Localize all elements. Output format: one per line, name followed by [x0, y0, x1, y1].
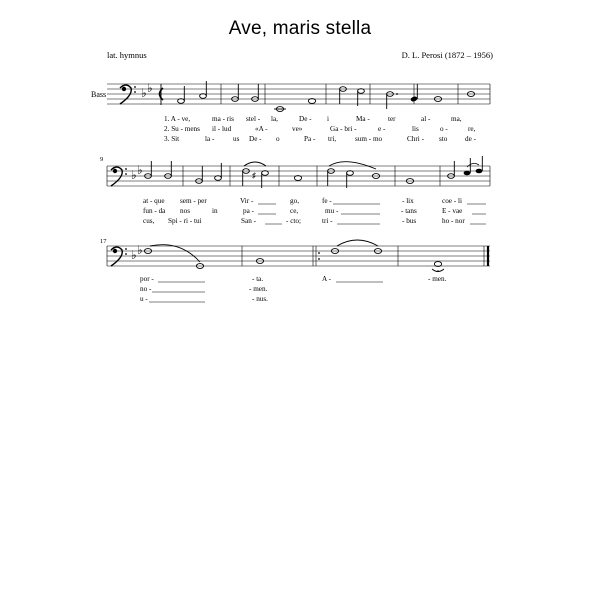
flat-sign-icon: ♭ [147, 81, 153, 95]
svg-text:go,: go, [290, 197, 299, 205]
svg-text:Ga - bri -: Ga - bri - [330, 125, 357, 133]
svg-text:sto: sto [439, 135, 448, 143]
half-note [358, 89, 365, 94]
staff-system-1 [107, 84, 490, 104]
half-note [200, 94, 207, 99]
svg-text:- nus.: - nus. [252, 295, 268, 303]
staff-system-3 [107, 246, 490, 266]
svg-text:pa -: pa - [243, 207, 254, 215]
svg-text:- men.: - men. [249, 285, 268, 293]
flat-sign-icon: ♭ [137, 243, 143, 257]
svg-text:stel -: stel - [246, 115, 261, 123]
bass-clef-icon [111, 247, 127, 266]
sharp-sign-icon: ♯ [252, 171, 256, 180]
flat-sign-icon: ♭ [137, 163, 143, 177]
svg-text:Chri -: Chri - [407, 135, 424, 143]
genre-label: lat. hymnus [107, 50, 147, 60]
svg-text:- lix: - lix [402, 197, 414, 205]
svg-text:ma - ris: ma - ris [212, 115, 234, 123]
repeat-dot-icon [318, 258, 320, 260]
svg-text:us: us [233, 135, 240, 143]
svg-text:u -: u - [140, 295, 148, 303]
svg-text:De -: De - [299, 115, 312, 123]
svg-text:por -: por - [140, 275, 154, 283]
svg-text:- tans: - tans [401, 207, 417, 215]
lyrics-system-3 [140, 275, 447, 303]
svg-text:coe - li: coe - li [442, 197, 462, 205]
svg-text:fe -: fe - [322, 197, 332, 205]
svg-text:De -: De - [249, 135, 262, 143]
svg-text:tri,: tri, [328, 135, 337, 143]
svg-text:mu -: mu - [325, 207, 339, 215]
svg-text:e -: e - [378, 125, 386, 133]
svg-text:- cto;: - cto; [286, 217, 301, 225]
svg-text:- ta.: - ta. [252, 275, 264, 283]
svg-text:de -: de - [465, 135, 476, 143]
measure-number: 9 [100, 156, 104, 163]
flat-sign-icon: ♭ [131, 168, 137, 182]
page-title: Ave, maris stella [228, 18, 372, 39]
svg-text:sem - per: sem - per [180, 197, 207, 205]
fermata-icon [437, 270, 439, 272]
svg-text:in: in [212, 207, 218, 215]
svg-text:nos: nos [180, 207, 190, 215]
svg-text:tri -: tri - [322, 217, 333, 225]
svg-text:ho - nor: ho - nor [442, 217, 465, 225]
cut-time-icon [160, 84, 164, 105]
svg-text:fun - da: fun - da [143, 207, 166, 215]
svg-text:Spi - ri - tui: Spi - ri - tui [168, 217, 202, 225]
half-note [178, 99, 185, 104]
svg-text:A -: A - [322, 275, 331, 283]
voice-label: Bass [91, 90, 107, 99]
svg-text:lis: lis [412, 125, 419, 133]
notes-system-2 [145, 161, 455, 188]
svg-text:la,: la, [271, 115, 278, 123]
svg-text:«A -: «A - [255, 125, 268, 133]
lyrics-system-1 [164, 115, 477, 143]
flat-sign-icon: ♭ [141, 86, 147, 100]
svg-text:San -: San - [241, 217, 256, 225]
svg-text:Ma -: Ma - [356, 115, 370, 123]
whole-note [308, 99, 315, 104]
svg-text:o: o [276, 135, 280, 143]
svg-text:ce,: ce, [290, 207, 299, 215]
svg-text:ma,: ma, [451, 115, 462, 123]
svg-text:cus,: cus, [143, 217, 155, 225]
svg-text:il - lud: il - lud [212, 125, 232, 133]
measure-number: 17 [100, 238, 107, 245]
svg-text:2. Su - mens: 2. Su - mens [164, 125, 200, 133]
svg-text:la -: la - [205, 135, 215, 143]
bass-clef-icon [120, 85, 136, 104]
quarter-note [464, 156, 483, 175]
svg-text:- bus: - bus [402, 217, 417, 225]
svg-text:re,: re, [468, 125, 476, 133]
svg-text:ter: ter [388, 115, 396, 123]
composer-label: D. L. Perosi (1872 – 1956) [401, 50, 493, 60]
repeat-dot-icon [318, 252, 320, 254]
svg-text:al -: al - [421, 115, 431, 123]
svg-text:no -: no - [140, 285, 152, 293]
svg-text:i: i [327, 115, 329, 123]
dot-icon [396, 93, 398, 95]
svg-text:Vir -: Vir - [240, 197, 254, 205]
svg-text:3. Sit: 3. Sit [164, 135, 180, 143]
svg-text:o -: o - [440, 125, 448, 133]
svg-text:at - que: at - que [143, 197, 165, 205]
svg-text:E - vae: E - vae [442, 207, 463, 215]
svg-text:ve»: ve» [292, 125, 303, 133]
svg-text:sum - mo: sum - mo [355, 135, 383, 143]
svg-text:- men.: - men. [428, 275, 447, 283]
svg-text:Pa -: Pa - [304, 135, 316, 143]
lyrics-system-2 [143, 197, 465, 225]
flat-sign-icon: ♭ [131, 248, 137, 262]
bass-clef-icon [111, 167, 127, 186]
svg-text:1. A - ve,: 1. A - ve, [164, 115, 191, 123]
